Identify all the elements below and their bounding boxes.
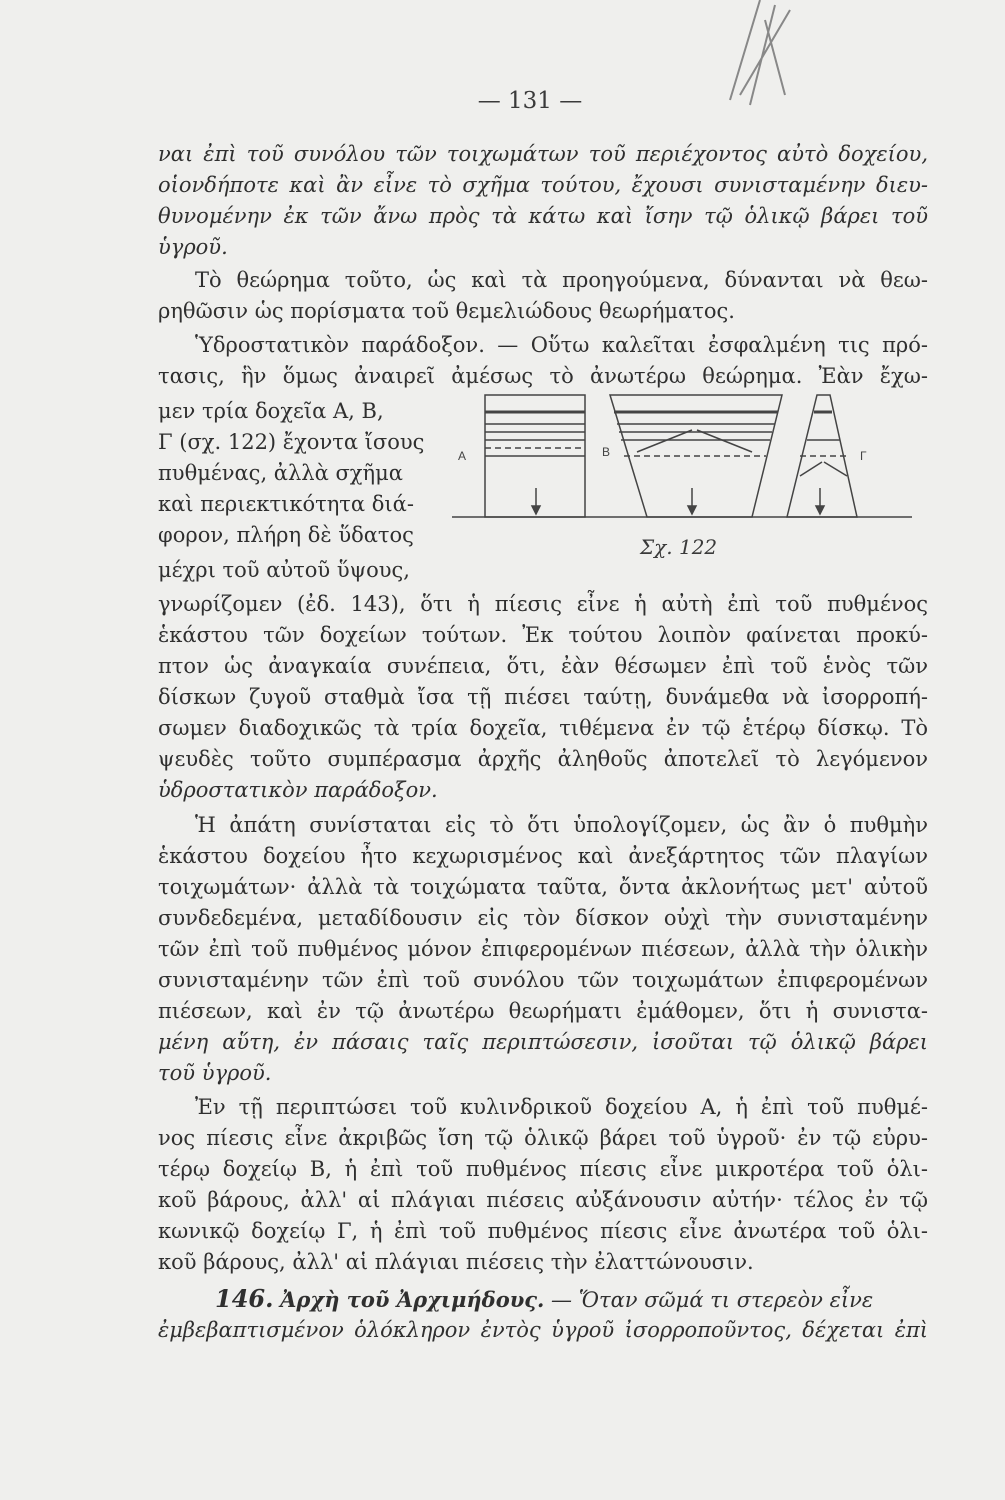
- text-line: ναι ἐπὶ τοῦ συνόλου τῶν τοιχωμάτων τοῦ περιέχοντος αὐτὸ δοχείου,: [158, 142, 928, 166]
- vessel-a-cylinder: [485, 395, 585, 517]
- text-line: Γ (σχ. 122) ἔχοντα ἴσους: [158, 430, 425, 454]
- text-line: οἱονδήποτε καὶ ἂν εἶνε τὸ σχῆμα τούτου, ἔχουσι συνισταμένην διευ-: [158, 173, 928, 197]
- text-line: πιέσεων, καὶ ἐν τῷ ἀνωτέρω θεωρήματι ἐμάθομεν, ὅτι ἡ συνιστα-: [158, 999, 928, 1023]
- text-line: Ὑδροστατικὸν παράδοξον. — Οὕτω καλεῖται ἐσφαλμένη τις πρό-: [195, 333, 928, 357]
- vessel-g-cone: [787, 395, 857, 517]
- text-line: θυνομένην ἐκ τῶν ἄνω πρὸς τὰ κάτω καὶ ἴσην τῷ ὁλικῷ βάρει τοῦ: [158, 204, 928, 228]
- text-line: φορον, πλήρη δὲ ὕδατος: [158, 523, 414, 547]
- text-line: Τὸ θεώρημα τοῦτο, ὡς καὶ τὰ προηγούμενα, δύνανται νὰ θεω-: [195, 268, 928, 292]
- text-line: γνωρίζομεν (ἐδ. 143), ὅτι ἡ πίεσις εἶνε ἡ αὐτὴ ἐπὶ τοῦ πυθμένος: [158, 592, 928, 616]
- text-line: τοιχωμάτων· ἀλλὰ τὰ τοιχώματα ταῦτα, ὄντα ἀκλονήτως μετ' αὐτοῦ: [158, 875, 928, 899]
- text-line: ρηθῶσιν ὡς πορίσματα τοῦ θεμελιώδους θεωρήματος.: [158, 299, 735, 323]
- text-line: μεν τρία δοχεῖα Α, Β,: [158, 399, 384, 423]
- page-number: — 131 —: [477, 88, 583, 114]
- figure-label-a: A: [458, 449, 467, 463]
- text-line: τασις, ἣν ὅμως ἀναιρεῖ ἀμέσως τὸ ἀνωτέρω θεώρημα. Ἐὰν ἔχω-: [158, 364, 928, 388]
- pencil-mark-scribble: [690, 0, 800, 110]
- text-line: ὑδροστατικὸν παράδοξον.: [158, 778, 438, 802]
- text-line: ψευδὲς τοῦτο συμπέρασμα ἀρχῆς ἀληθοῦς ἀποτελεῖ τὸ λεγόμενον: [158, 747, 928, 771]
- text-line: Ἡ ἀπάτη συνίσταται εἰς τὸ ὅτι ὑπολογίζομεν, ὡς ἂν ὁ πυθμὴν: [195, 813, 928, 837]
- text-line: Ἐν τῇ περιπτώσει τοῦ κυλινδρικοῦ δοχείου Α, ἡ ἐπὶ τοῦ πυθμέ-: [195, 1095, 928, 1119]
- text-line: ἐμβεβαπτισμένον ὁλόκληρον ἐντὸς ὑγροῦ ἰσορροποῦντος, δέχεται ἐπὶ: [158, 1318, 928, 1342]
- text-line: κωνικῷ δοχείῳ Γ, ἡ ἐπὶ τοῦ πυθμένος πίεσις εἶνε ἀνωτέρα τοῦ ὁλι-: [158, 1219, 928, 1243]
- text-line: ἑκάστου δοχείου ἦτο κεχωρισμένος καὶ ἀνεξάρτητος τῶν πλαγίων: [158, 844, 928, 868]
- vessel-b-funnel: [610, 395, 782, 517]
- text-line: τοῦ ὑγροῦ.: [158, 1061, 272, 1085]
- section-number: 146.: [215, 1285, 274, 1313]
- section-heading-line: [215, 1285, 928, 1314]
- text-line: κοῦ βάρους, ἀλλ' αἱ πλάγιαι πιέσεις αὐξάνουσιν αὐτήν· τέλος ἐν τῷ: [158, 1188, 928, 1212]
- figure-label-b: B: [602, 445, 611, 459]
- section-text: — Ὅταν σῶμά τι στερεὸν εἶνε: [544, 1288, 874, 1312]
- text-line: νος πίεσις εἶνε ἀκριβῶς ἴση τῷ ὁλικῷ βάρει τοῦ ὑγροῦ· ἐν τῷ εὐρυ-: [158, 1126, 928, 1150]
- text-line: συνισταμένην τῶν ἐπὶ τοῦ συνόλου τῶν τοιχωμάτων ἐπιφερομένων: [158, 968, 928, 992]
- text-line: σωμεν διαδοχικῶς τὰ τρία δοχεῖα, τιθέμενα ἐν τῷ ἑτέρῳ δίσκῳ. Τὸ: [158, 716, 928, 740]
- text-line: δίσκων ζυγοῦ σταθμὰ ἴσα τῇ πιέσει ταύτῃ, δυνάμεθα νὰ ἰσορροπή-: [158, 685, 928, 709]
- text-line: ὑγροῦ.: [158, 235, 228, 259]
- text-line: κοῦ βάρους, ἀλλ' αἱ πλάγιαι πιέσεις τὴν ἐλαττώνουσιν.: [158, 1250, 754, 1274]
- figure-label-g: Γ: [860, 449, 867, 463]
- text-line: ἑκάστου τῶν δοχείων τούτων. Ἐκ τούτου λοιπὸν φαίνεται προκύ-: [158, 623, 928, 647]
- text-line: μέχρι τοῦ αὐτοῦ ὕψους,: [158, 558, 410, 582]
- text-line: πτον ὡς ἀναγκαία συνέπεια, ὅτι, ἐὰν θέσωμεν ἐπὶ τοῦ ἑνὸς τῶν: [158, 654, 928, 678]
- text-line: τέρῳ δοχείῳ Β, ἡ ἐπὶ τοῦ πυθμένος πίεσις εἶνε μικροτέρα τοῦ ὁλι-: [158, 1157, 928, 1181]
- section-title: Ἀρχὴ τοῦ Ἀρχιμήδους.: [280, 1287, 545, 1312]
- figure-caption: Σχ. 122: [640, 535, 718, 559]
- text-line: μένη αὕτη, ἐν πάσαις ταῖς περιπτώσεσιν, ἰσοῦται τῷ ὁλικῷ βάρει: [158, 1030, 928, 1054]
- figure-vessels-diagram: [452, 390, 912, 530]
- text-line: καὶ περιεκτικότητα διά-: [158, 492, 414, 516]
- text-line: συνδεδεμένα, μεταδίδουσιν εἰς τὸν δίσκον οὐχὶ τὴν συνισταμένην: [158, 906, 928, 930]
- text-line: τῶν ἐπὶ τοῦ πυθμένος μόνον ἐπιφερομένων πιέσεων, ἀλλὰ τὴν ὁλικὴν: [158, 937, 928, 961]
- text-line: πυθμένας, ἀλλὰ σχῆμα: [158, 461, 403, 485]
